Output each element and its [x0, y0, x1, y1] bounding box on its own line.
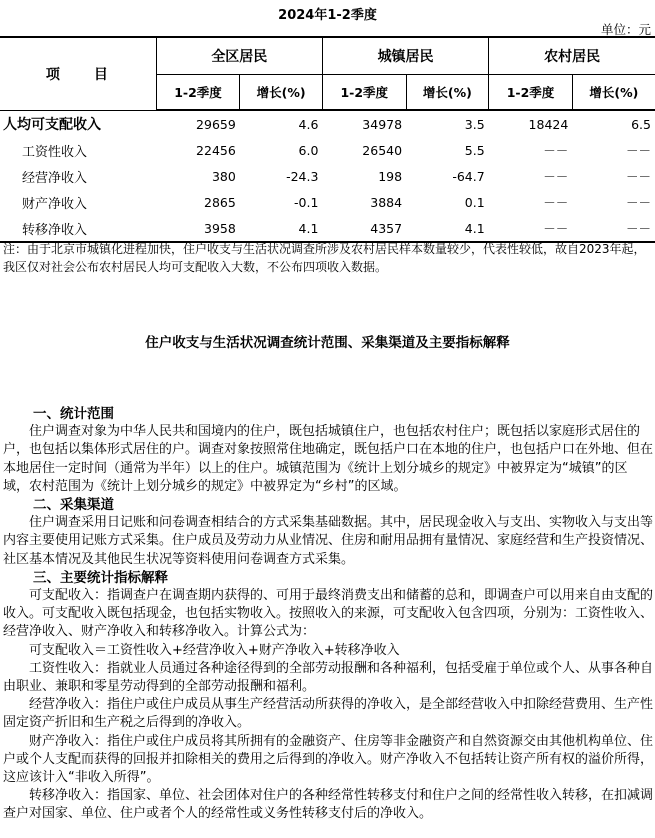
- sub-header: 增长(%): [240, 75, 323, 111]
- table-cell: 3.5: [464, 116, 485, 132]
- row-label: 转移净收入: [0, 215, 156, 242]
- paragraph: 转移净收入：指国家、单位、社会团体对住户的各种经常性转移支付和住户之间的经常性收入转移，在扣减调查户对国家、单位、住户或者个人的经常性或义务性转移支付后的净收入。: [3, 788, 654, 822]
- table-cell: 6.5: [631, 116, 651, 132]
- table-cell: 6.0: [298, 142, 319, 158]
- paragraph: 工资性收入：指就业人员通过各种途径得到的全部劳动报酬和各种福利，包括受雇于单位或个人、从事各种自由职业、兼职和零星劳动得到的全部劳动报酬和福利。: [3, 660, 654, 695]
- table-row: [0, 137, 655, 163]
- table-cell: －－: [625, 143, 651, 158]
- paragraph: 可支配收入：指调查户在调查期内获得的、可用于最终消费支出和储蓄的总和，即调查户可以用来自由支配的收入。可支配收入既包括现金，也包括实物收入。按照收入的来源，可支配收入包含四项，分别为：工资性收入、经营净收入、财产净收入和转移净收入。计算公式为：: [3, 588, 654, 640]
- table-row: [0, 215, 655, 242]
- item-header: 项 目: [0, 37, 156, 110]
- table-cell: 3884: [370, 194, 403, 210]
- explanation-body: [3, 405, 653, 824]
- table-cell: 4357: [322, 215, 406, 242]
- section-heading: 二、采集渠道: [33, 497, 114, 514]
- sub-header: 增长(%): [572, 75, 655, 111]
- table-cell: －－: [625, 169, 651, 184]
- explanation-title: 住户收支与生活状况调查统计范围、采集渠道及主要指标解释: [145, 335, 510, 351]
- group-header-all: 全区居民: [156, 37, 322, 75]
- sub-header: 1-2季度: [156, 75, 240, 111]
- table-cell: 34978: [362, 116, 403, 132]
- paragraph: 经营净收入：指住户或住户成员从事生产经营活动所获得的净收入，是全部经营收入中扣除经营费用、生产性固定资产折旧和生产税之后得到的净收入。: [3, 697, 654, 731]
- table-cell: －－: [572, 215, 655, 242]
- row-label: 财产净收入: [22, 196, 88, 212]
- table-cell: 26540: [362, 142, 403, 158]
- table-cell: －－: [543, 143, 569, 158]
- table-cell: －－: [625, 195, 651, 210]
- table-row: [0, 163, 655, 189]
- table-cell: -64.7: [452, 168, 485, 184]
- paragraph: 财产净收入：指住户或住户成员将其所拥有的金融资产、住房等非金融资产和自然资源交由其他机构单位、住户或个人支配而获得的回报并扣除相关的费用之后得到的净收入。财产净收入不包括转让资产所有权的溢价所得，这应该计入“非收入所得”。: [3, 733, 654, 786]
- unit-label: 单位：元: [600, 22, 651, 37]
- table-cell: 29659: [196, 116, 236, 132]
- section-heading: 一、统计范围: [33, 406, 114, 422]
- sub-header: 1-2季度: [322, 75, 406, 111]
- table-cell: 22456: [196, 142, 236, 158]
- table-cell: －－: [543, 169, 569, 184]
- group-header-urban: 城镇居民: [322, 37, 488, 75]
- table-cell: -0.1: [294, 194, 319, 210]
- paragraph: 住户调查对象为中华人民共和国境内的住户，既包括城镇住户，也包括农村住户；既包括以家庭形式居住的户，也包括以集体形式居住的户。调查对象按照常住地确定，既包括户口在本地的住户，也包括户口在外地、但在本地居住一定时间（通常为半年）以上的住户。城镇范围为《统计上划分城乡的规定》中被界定为“城镇”的区域，农村范围为《统计上划分城乡的规定》中被界定为“乡村”的区域。: [3, 424, 654, 494]
- table-cell: 2865: [204, 194, 236, 210]
- group-header-rural: 农村居民: [489, 37, 655, 75]
- row-label: 工资性收入: [22, 144, 88, 160]
- table-note: 注：由于北京市城镇化进程加快，住户收支与生活状况调查所涉及农村居民样本数量较少，代表性较低，故自2023年起，我区仅对社会公布农村居民人均可支配收入大数，不公布四项收入数据。: [3, 242, 646, 274]
- table-row: [0, 110, 655, 137]
- sub-header: 1-2季度: [489, 75, 573, 111]
- sub-header: 增长(%): [406, 75, 489, 111]
- row-label: 人均可支配收入: [3, 116, 101, 133]
- table-cell: 3958: [156, 215, 240, 242]
- table-cell: 4.1: [406, 215, 489, 242]
- table-cell: -24.3: [286, 168, 319, 184]
- row-label: 经营净收入: [22, 170, 88, 186]
- report-period: 2024年1-2季度: [278, 8, 377, 23]
- table-cell: 5.5: [464, 142, 485, 158]
- table-cell: 4.1: [240, 215, 323, 242]
- paragraph: 住户调查采用日记账和问卷调查相结合的方式采集基础数据。其中，居民现金收入与支出、实物收入与支出等内容主要使用记账方式采集。住户成员及劳动力从业情况、住房和耐用品拥有量情况、家庭经营和生产投资情况、社区基本情况及其他民生状况等资料使用问卷调查方式采集。: [3, 515, 654, 567]
- table-row: [0, 189, 655, 215]
- table-cell: 380: [211, 168, 236, 184]
- table-cell: －－: [543, 195, 569, 210]
- income-table: [0, 36, 655, 243]
- table-cell: 18424: [528, 116, 569, 132]
- section-heading: 三、主要统计指标解释: [33, 569, 168, 586]
- table-cell: －－: [489, 215, 573, 242]
- table-cell: 198: [378, 168, 403, 184]
- table-cell: 0.1: [464, 194, 485, 210]
- formula: 可支配收入＝工资性收入+经营净收入+财产净收入+转移净收入: [29, 642, 400, 658]
- table-cell: 4.6: [298, 116, 319, 132]
